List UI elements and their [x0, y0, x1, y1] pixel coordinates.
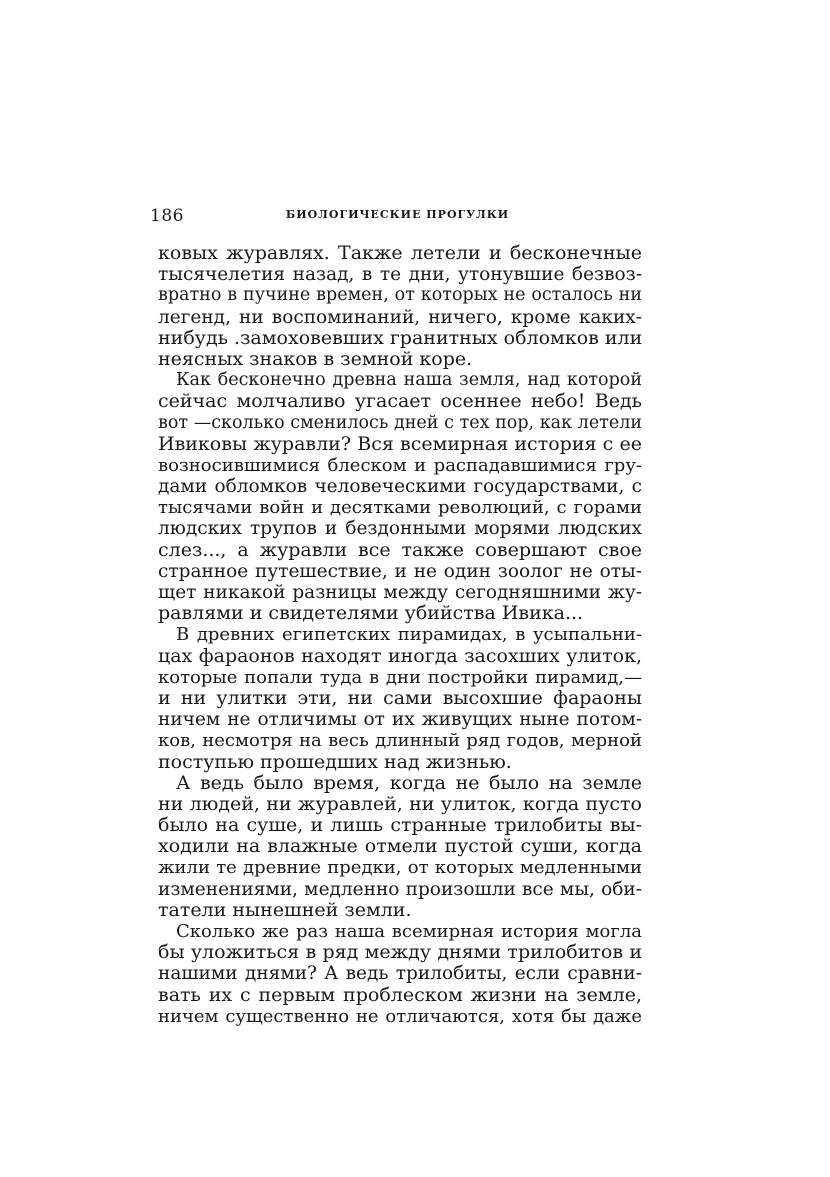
page-number: 186 — [150, 206, 184, 226]
text-line: татели нынешней земли. — [158, 899, 412, 921]
text-line: слез..., а журавли все также совершают свое — [158, 539, 642, 561]
text-line: ходили на влажные отмели пустой суши, когда — [158, 836, 642, 858]
book-title: БИОЛОГИЧЕСКИЕ ПРОГУЛКИ — [285, 208, 510, 221]
text-line: изменениями, медленно произошли все мы, оби- — [158, 878, 642, 900]
running-head — [150, 206, 645, 230]
text-line: нибудь .замоховевших гранитных обломков или — [158, 327, 642, 349]
text-line: ков, несмотря на весь длинный ряд годов, мерной — [158, 730, 642, 752]
text-line: ковых журавлях. Также летели и бесконечные — [158, 243, 642, 264]
text-line: цах фараонов находят иногда засохших улиток, — [158, 645, 642, 667]
text-line: бы уложиться в ряд между днями трилобитов и — [158, 942, 642, 964]
text-line: вратно в пучине времен, от которых не осталось ни — [158, 285, 642, 306]
text-line: поступью прошедших над жизнью. — [158, 751, 512, 773]
text-line: тысячами войн и десятками революций, с горами — [158, 497, 642, 519]
text-line: тысячелетия назад, в те дни, утонувшие безвоз- — [158, 264, 642, 286]
text-line: В древних египетских пирамидах, в усыпальни- — [176, 624, 642, 646]
text-line: возносившимися блеском и распадавшимися гру- — [158, 454, 642, 476]
text-line: Ивиковы журавли? Вся всемирная история с ее — [158, 433, 642, 455]
text-line: ничем не отличимы от их живущих ныне потом- — [158, 709, 642, 731]
text-line: сейчас молчаливо угасает осеннее небо! Ведь — [158, 391, 642, 413]
text-line: вот —сколько сменилось дней с тех пор, как летели — [158, 412, 642, 433]
text-line: было на суше, и лишь странные трилобиты вы- — [158, 815, 642, 837]
text-line: щет никакой разницы между сегодняшними жу- — [158, 582, 642, 603]
text-line: ничем существенно не отличаются, хотя бы даже — [158, 1005, 642, 1027]
text-line: Как бесконечно древна наша земля, над которой — [176, 370, 642, 391]
text-line: жили те древние предки, от которых медленными — [158, 857, 642, 879]
text-line: которые попали туда в дни постройки пирамид,— — [158, 666, 642, 688]
text-line: людских трупов и бездонными морями людских — [158, 518, 642, 540]
text-line: А ведь было время, когда не было на земле — [176, 772, 642, 794]
text-line: нашими днями? А ведь трилобиты, если сравни- — [158, 963, 642, 985]
text-line: вать их с первым проблеском жизни на земле, — [158, 984, 642, 1006]
text-line: и ни улитки эти, ни сами высохшие фараоны — [158, 687, 642, 709]
text-line: неясных знаков в земной коре. — [158, 348, 473, 370]
text-line: Сколько же раз наша всемирная история могла — [176, 921, 642, 942]
text-line: странное путешествие, и не один зоолог не оты- — [158, 560, 642, 582]
text-line: ни людей, ни журавлей, ни улиток, когда пусто — [158, 793, 642, 815]
text-line: дами обломков человеческими государствами, с — [158, 476, 642, 498]
text-line: легенд, ни воспоминаний, ничего, кроме каких- — [158, 306, 642, 328]
text-line: равлями и свидетелями убийства Ивика... — [158, 603, 584, 625]
body-text — [158, 243, 642, 1027]
